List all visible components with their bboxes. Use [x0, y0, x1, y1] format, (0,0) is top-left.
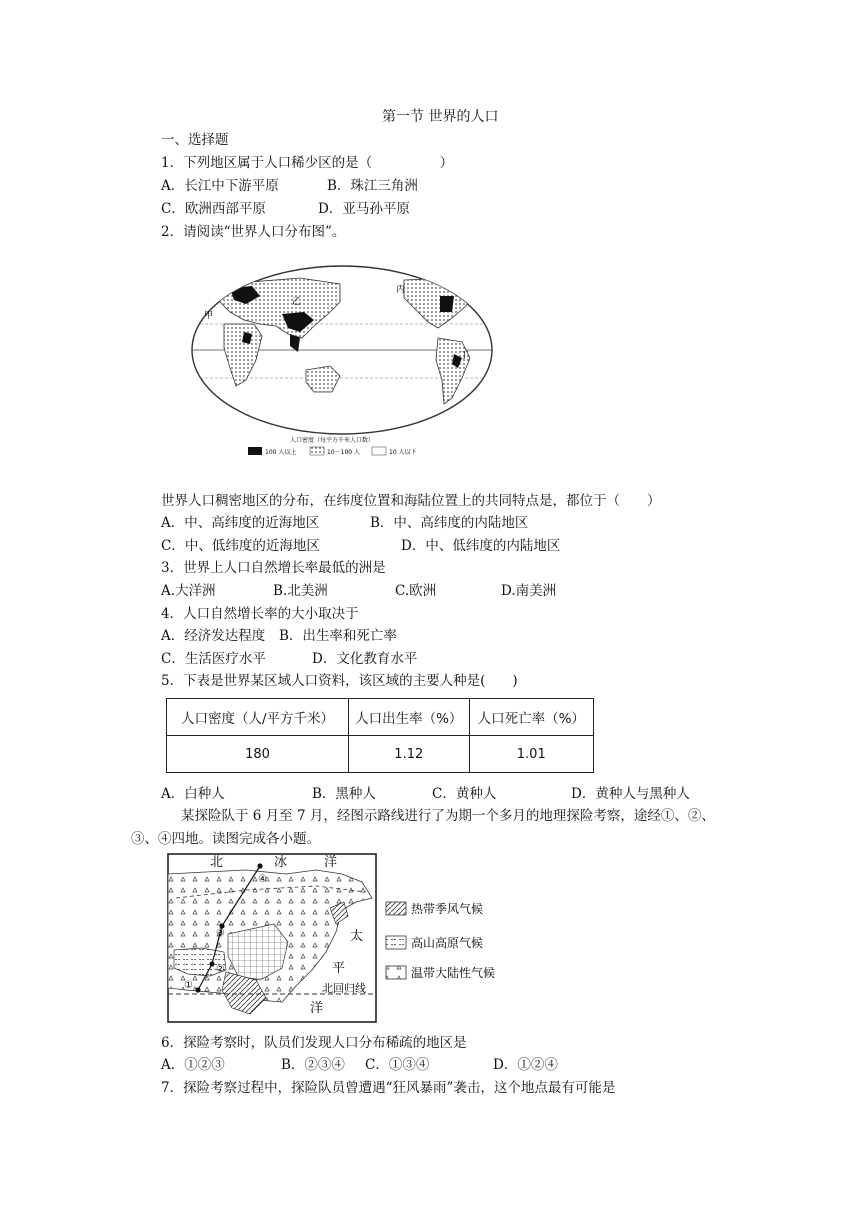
q1-option-a: A．长江中下游平原 — [161, 178, 279, 194]
legend-swatch-low — [372, 447, 386, 455]
table-header-row — [167, 699, 594, 736]
asia-climate-map — [166, 852, 516, 1024]
q1-stem: 1．下列地区属于人口稀少区的是（ ） — [161, 155, 454, 171]
q2-option-c: C．中、低纬度的近海地区 — [161, 538, 320, 554]
q4-option-b: B．出生率和死亡率 — [279, 628, 397, 644]
legend-mid: 10－100 人 — [327, 449, 360, 456]
q2-option-a: A．中、高纬度的近海地区 — [161, 515, 320, 531]
page-title: 第一节 世界的人口 — [382, 109, 499, 125]
q3-option-b: B.北美洲 — [273, 583, 328, 599]
legend-highland: 高山高原气候 — [411, 936, 484, 950]
q5-option-c: C．黄种人 — [432, 786, 497, 802]
q2-stem: 2．请阅读“世界人口分布图”。 — [161, 224, 346, 240]
table-cell-death-rate: 1.01 — [469, 736, 593, 773]
route-point-4: ④ — [258, 874, 267, 885]
legend-swatch-high — [248, 447, 262, 455]
map-legend-title: 人口密度（每平方千米人口数） — [290, 437, 375, 444]
q2-option-d: D．中、低纬度的内陆地区 — [401, 538, 561, 554]
asia-tropic-label: 北回归线 — [322, 982, 366, 995]
section-heading: 一、选择题 — [161, 132, 229, 148]
q5-option-d: D．黄种人与黑种人 — [571, 786, 690, 802]
map-label-jia: 甲 — [204, 311, 214, 321]
passage-line-2: ③、④四地。读图完成各小题。 — [131, 831, 320, 847]
q6-stem: 6．探险考察时，队员们发现人口分布稀疏的地区是 — [161, 1035, 467, 1051]
q4-stem: 4．人口自然增长率的大小取决于 — [161, 606, 359, 622]
q6-option-c: C．①③④ — [365, 1057, 430, 1073]
q1-option-b: B．珠江三角洲 — [327, 178, 418, 194]
q3-option-a: A.大洋洲 — [161, 583, 216, 599]
table-header-death-rate: 人口死亡率（%） — [469, 699, 593, 736]
world-population-map — [190, 262, 500, 462]
asia-label-yang-top: 洋 — [324, 855, 338, 870]
q4-option-d: D．文化教育水平 — [312, 651, 418, 667]
q6-option-b: B．②③④ — [281, 1057, 345, 1073]
map-label-bing: 丙 — [396, 285, 406, 295]
q5-option-b: B．黑种人 — [312, 786, 376, 802]
q3-option-c: C.欧洲 — [395, 583, 437, 599]
q1-option-c: C．欧洲西部平原 — [161, 201, 266, 217]
map-label-ding: 丁 — [460, 351, 470, 361]
population-table — [166, 698, 594, 773]
route-point-1: ① — [184, 980, 193, 991]
q4-option-c: C．生活医疗水平 — [161, 651, 266, 667]
q6-option-a: A．①②③ — [161, 1057, 225, 1073]
passage-line-1: 某探险队于 6 月至 7 月，经图示路线进行了为期一个多月的地理探险考察，途经①、②、 — [181, 808, 715, 824]
legend-continental: 温带大陆性气候 — [411, 966, 496, 980]
legend-swatch-mid — [310, 447, 324, 455]
q3-option-d: D.南美洲 — [501, 583, 557, 599]
legend-swatch-monsoon — [386, 902, 406, 915]
legend-monsoon: 热带季风气候 — [411, 902, 484, 916]
q5-stem: 5．下表是世界某区域人口资料，该区域的主要人种是( ) — [161, 673, 518, 689]
asia-label-bei: 北 — [210, 855, 224, 870]
q4-option-a: A．经济发达程度 — [161, 628, 266, 644]
q6-option-d: D．①②④ — [493, 1057, 558, 1073]
q2-option-b: B．中、高纬度的内陆地区 — [370, 515, 529, 531]
asia-label-ping: 平 — [332, 961, 346, 976]
table-header-birth-rate: 人口出生率（%） — [349, 699, 469, 736]
table-header-density: 人口密度（人/平方千米） — [167, 699, 349, 736]
legend-low: 10 人以下 — [389, 449, 417, 456]
route-point-3: ③ — [216, 928, 225, 939]
q1-option-d: D．亚马孙平原 — [318, 201, 410, 217]
legend-high: 100 人以上 — [265, 449, 297, 456]
q5-option-a: A．白种人 — [161, 786, 225, 802]
asia-label-yang-bottom: 洋 — [310, 1001, 324, 1016]
legend-swatch-continental — [386, 966, 406, 979]
q3-stem: 3．世界上人口自然增长率最低的洲是 — [161, 560, 386, 576]
q7-stem: 7．探险考察过程中，探险队员曾遭遇“狂风暴雨”袭击，这个地点最有可能是 — [161, 1080, 616, 1096]
legend-swatch-highland — [386, 936, 406, 949]
table-cell-density: 180 — [167, 736, 349, 773]
map-label-yi: 乙 — [292, 297, 302, 307]
table-cell-birth-rate: 1.12 — [349, 736, 469, 773]
table-row — [167, 736, 594, 773]
route-point-2: ② — [216, 964, 225, 975]
asia-label-bing: 冰 — [274, 855, 288, 870]
q2-sub-stem: 世界人口稠密地区的分布，在纬度位置和海陆位置上的共同特点是，都位于（ ） — [161, 493, 661, 509]
asia-label-tai: 太 — [350, 929, 364, 944]
